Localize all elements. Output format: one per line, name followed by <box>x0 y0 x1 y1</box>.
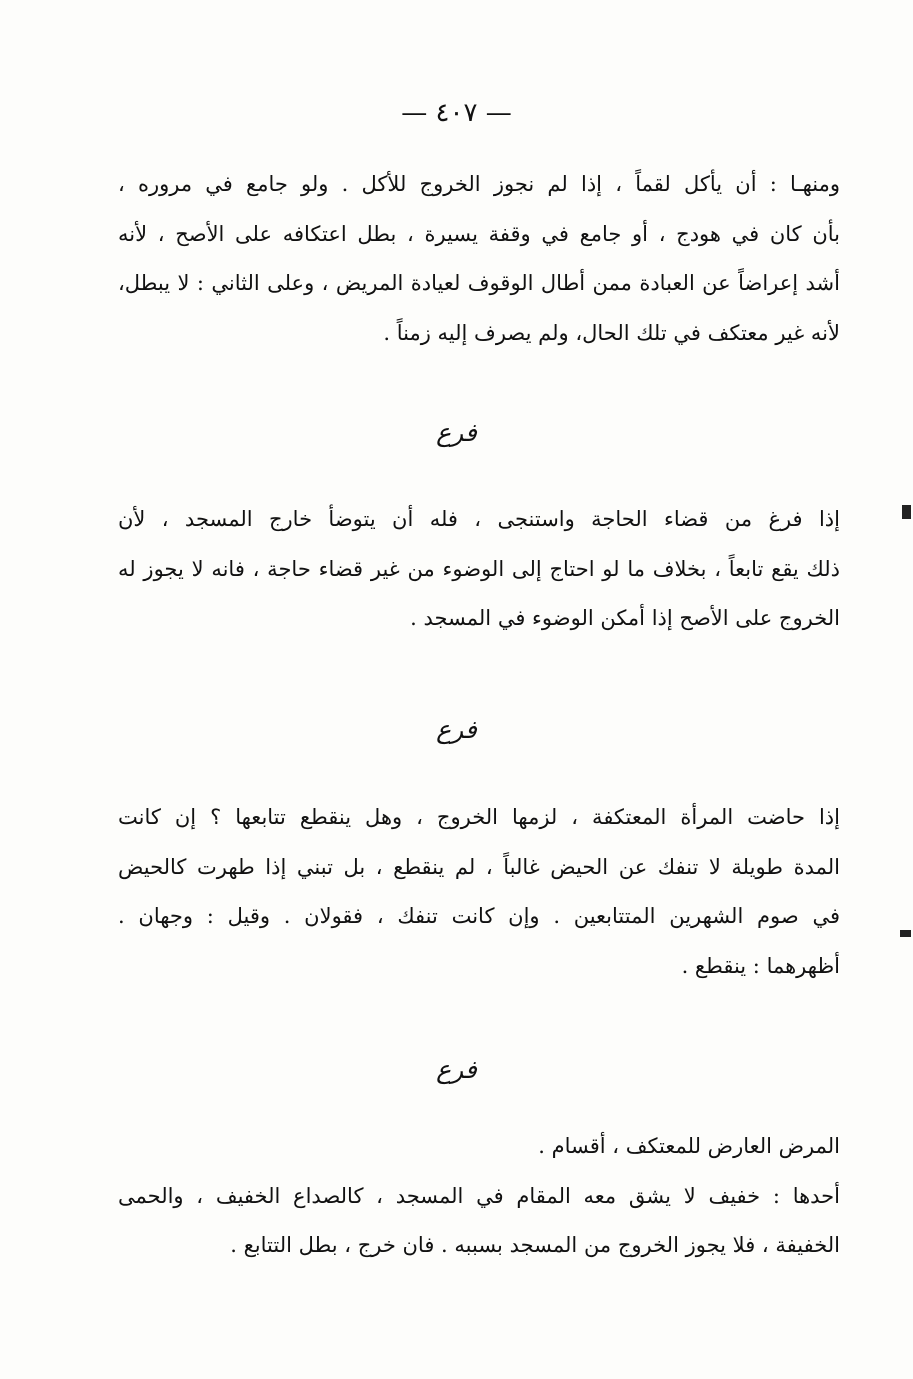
scan-mark <box>900 930 911 937</box>
section-heading: فرع <box>436 418 477 447</box>
text-line: أشد إعراضاً عن العبادة ممن أطال الوقوف لعيادة المريض ، وعلى الثاني : لا يبطل، <box>118 271 840 295</box>
text-line: بأن كان في هودج ، أو جامع في وقفة يسيرة ، بطل اعتكافه على الأصح ، لأنه <box>118 221 840 246</box>
text-line: المرض العارض للمعتكف ، أقسام . <box>538 1134 840 1158</box>
text-line: المدة طويلة لا تنفك عن الحيض غالباً ، لم ينقطع ، بل تبني إذا طهرت كالحيض <box>118 854 840 879</box>
text-line: إذا حاضت المرأة المعتكفة ، لزمها الخروج ، وهل ينقطع تتابعها ؟ إن كانت <box>118 805 840 829</box>
text-line: لأنه غير معتكف في تلك الحال، ولم يصرف إليه زمناً . <box>383 320 840 345</box>
text-line: في صوم الشهرين المتتابعين . وإن كانت تنفك ، فقولان . وقيل : وجهان . <box>118 904 840 928</box>
paragraph-continuation <box>118 160 840 358</box>
text-line: الخفيفة ، فلا يجوز الخروج من المسجد بسببه . فان خرج ، بطل التتابع . <box>230 1233 840 1257</box>
page-number: — ٤٠٧ — <box>401 98 512 128</box>
paragraph-menstruation <box>118 793 840 991</box>
section-heading: فرع <box>436 1055 477 1084</box>
scan-mark <box>902 505 911 519</box>
paragraph-ablution <box>118 495 840 644</box>
text-line: ذلك يقع تابعاً ، بخلاف ما لو احتاج إلى الوضوء من غير قضاء حاجة ، فانه لا يجوز له <box>118 556 840 581</box>
paragraph-illness <box>118 1122 840 1271</box>
text-line: ومنهـا : أن يأكل لقماً ، إذا لم نجوز الخروج للأكل . ولو جامع في مروره ، <box>118 172 840 196</box>
text-line: أحدها : خفيف لا يشق معه المقام في المسجد ، كالصداع الخفيف ، والحمى <box>118 1183 840 1208</box>
section-heading: فرع <box>436 715 477 744</box>
text-line: إذا فرغ من قضاء الحاجة واستنجى ، فله أن يتوضأ خارج المسجد ، لأن <box>118 507 840 531</box>
text-line: أظهرهما : ينقطع . <box>681 953 840 978</box>
text-line: الخروج على الأصح إذا أمكن الوضوء في المسجد . <box>410 606 840 630</box>
